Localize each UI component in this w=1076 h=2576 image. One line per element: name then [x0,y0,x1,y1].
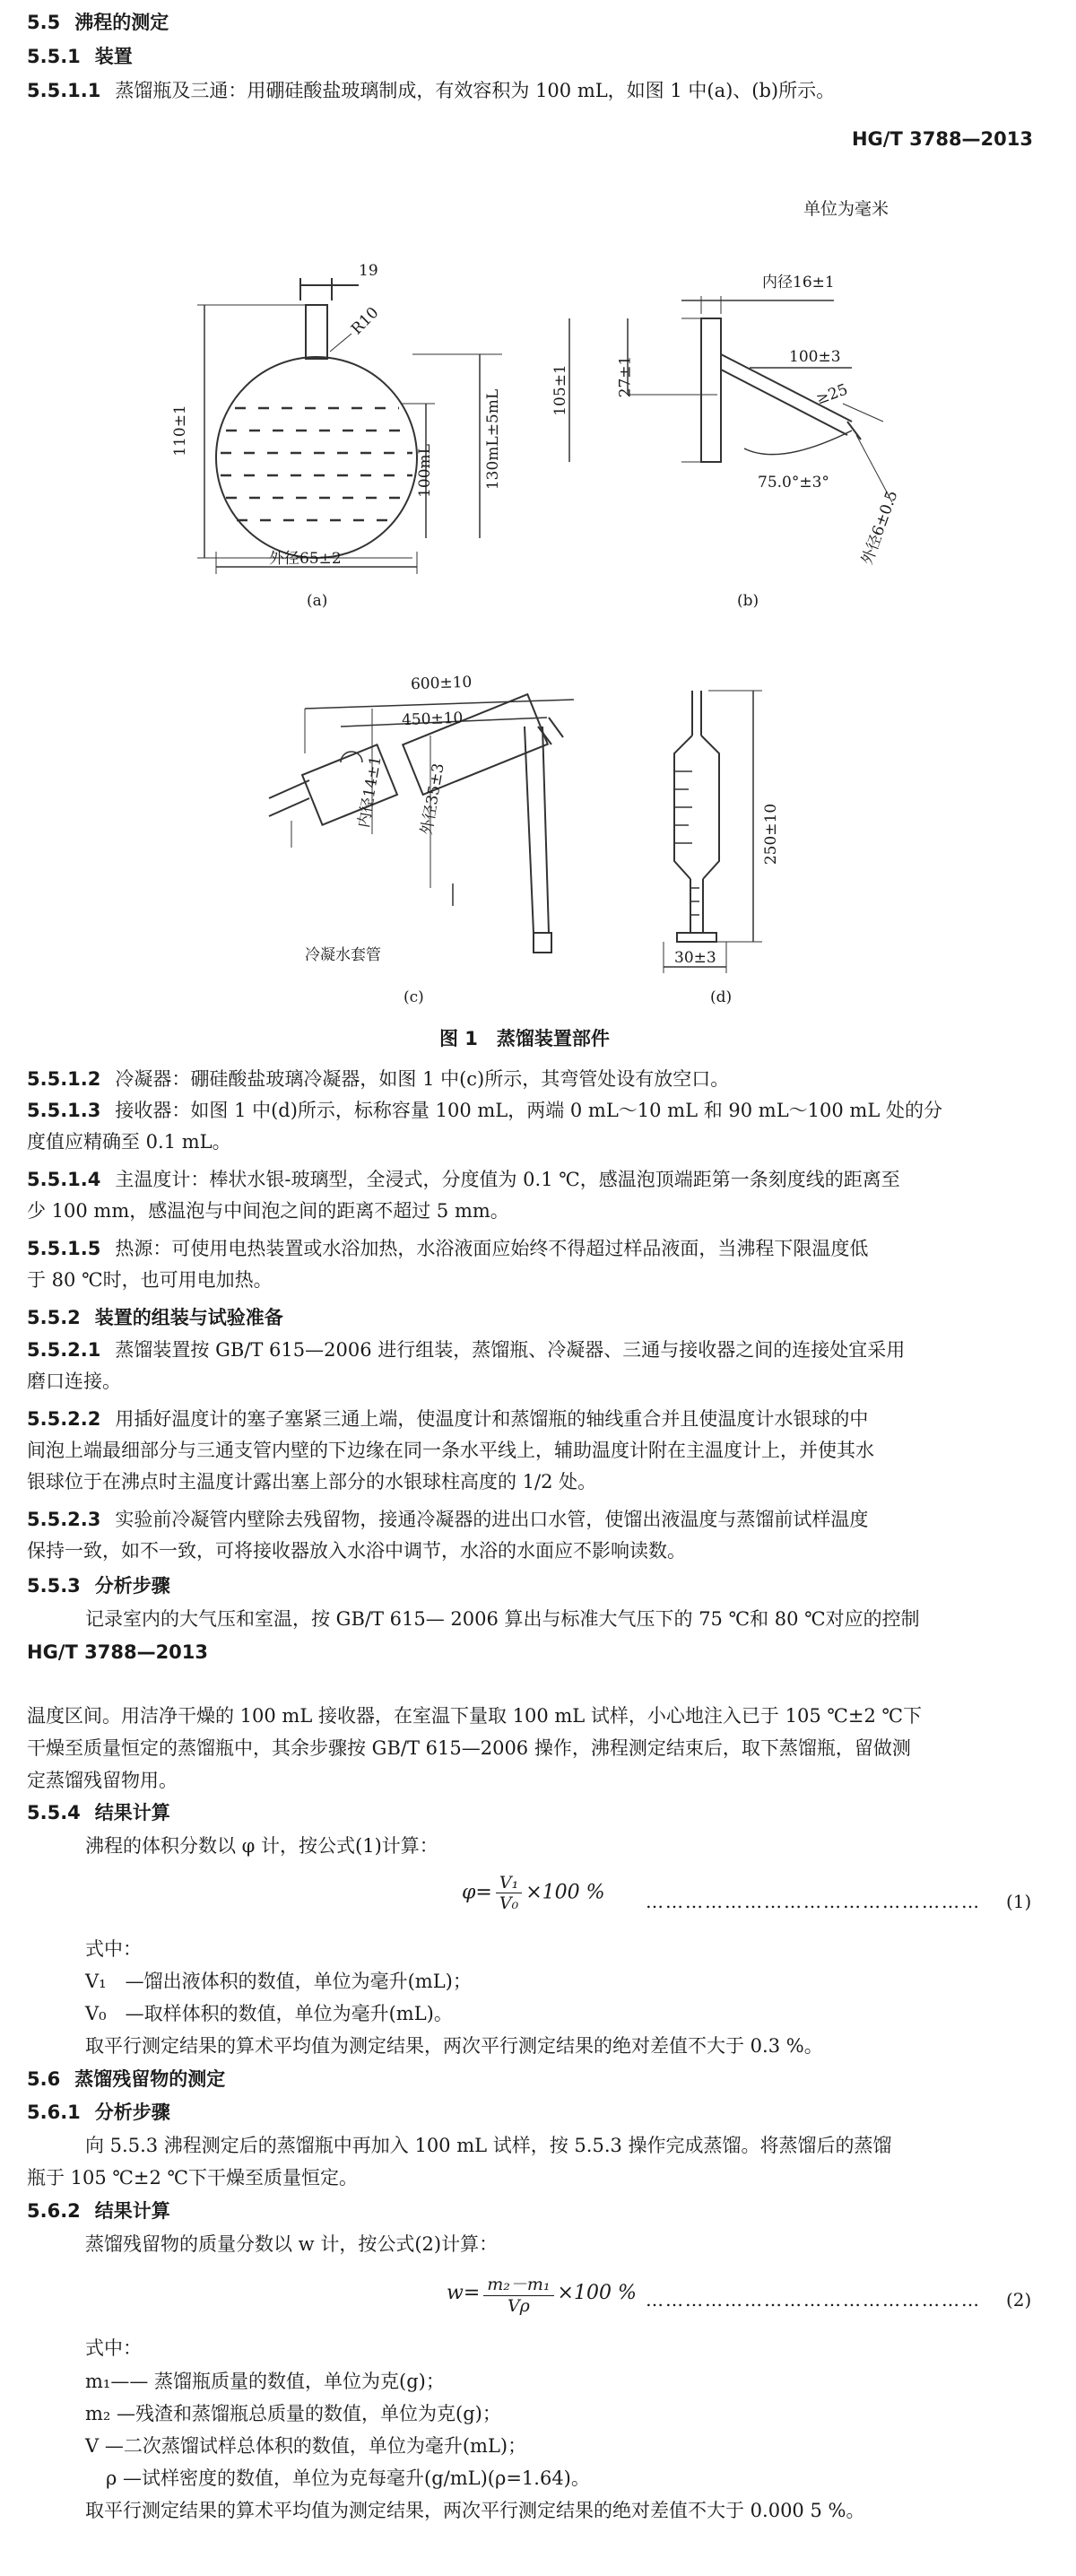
where-label-2: 式中： [85,2337,142,2359]
figure-1-caption: 图 1 蒸馏装置部件 [439,1028,610,1049]
para-5-5-3-line3: 干燥至质量恒定的蒸馏瓶中，其余步骤按 GB/T 615—2006 操作，沸程测定结束后，取下蒸馏瓶，留做测 [27,1737,911,1759]
dim-a-r10: R10 [347,303,383,339]
dim-b-od6: 外径6±0.5 [858,488,902,568]
fig-b-label: (b) [737,592,759,610]
fig-c-label: (c) [404,988,424,1006]
label-condenser-jacket: 冷凝水套管 [305,946,381,964]
para-5-6-1-line1: 向 5.5.3 沸程测定后的蒸馏瓶中再加入 100 mL 试样，按 5.5.3 操作完成蒸馏。将蒸馏后的蒸馏 [85,2135,892,2156]
para-5-5-3-line1: 记录室内的大气压和室温，按 GB/T 615— 2006 算出与标准大气压下的 75 ℃和 80 ℃对应的控制 [85,1608,920,1630]
dim-b-27: 27±1 [616,355,635,398]
para-5-5-3-line2: 温度区间。用洁净干燥的 100 mL 接收器，在室温下量取 100 mL 试样，小心地注入已于 105 ℃±2 ℃下 [27,1705,922,1727]
para-5-5-2-1-line2: 磨口连接。 [27,1371,121,1392]
para-5-5-2-1-line1: 5.5.2.1 蒸馏装置按 GB/T 615—2006 进行组装，蒸馏瓶、冷凝器、三通与接收器之间的连接处宜采用 [27,1339,906,1361]
unit-note: 单位为毫米 [803,199,889,219]
dim-b-105: 105±1 [551,364,569,416]
dim-b-angle: 75.0°±3° [758,474,829,492]
para-5-6-2-end: 取平行测定结果的算术平均值为测定结果，两次平行测定结果的绝对差值不大于 0.000 5 %。 [85,2500,865,2521]
var-m2-desc: m₂ —残渣和蒸馏瓶总质量的数值，单位为克(g)； [85,2403,501,2424]
var-v-desc: V —二次蒸馏试样总体积的数值，单位为毫升(mL)； [85,2435,527,2457]
para-5-5-4-intro: 沸程的体积分数以 φ 计，按公式(1)计算： [85,1835,438,1857]
dim-b-100: 100±3 [789,348,841,366]
section-5-6-2-heading: 5.6.2 结果计算 [27,2200,170,2222]
dim-a-19: 19 [359,262,378,280]
receiver-d-drawing [664,691,762,973]
var-v1-desc: V₁ —馏出液体积的数值，单位为毫升(mL)； [85,1971,472,1992]
para-5-5-1-5-line1: 5.5.1.5 热源：可使用电热装置或水浴加热，水浴液面应始终不得超过样品液面，当沸程下限温度低 [27,1238,869,1259]
dim-c-450: 450±10 [401,709,464,730]
var-rho-desc: ρ —试样密度的数值，单位为克每毫升(g/mL)(ρ=1.64)。 [106,2467,590,2489]
dim-a-130ml: 130mL±5mL [484,388,503,491]
dim-a-od65: 外径65±2 [269,550,342,568]
para-5-5-1-5-line2: 于 80 ℃时，也可用电加热。 [27,1269,273,1291]
para-5-5-1-2: 5.5.1.2 冷凝器：硼硅酸盐玻璃冷凝器，如图 1 中(c)所示，其弯管处设有放空口。 [27,1068,730,1090]
para-5-5-1-4-line2: 少 100 mm，感温泡与中间泡之间的距离不超过 5 mm。 [27,1200,509,1222]
para-5-5-1-3-line2: 度值应精确至 0.1 mL。 [27,1131,231,1153]
section-5-5-2-heading: 5.5.2 装置的组装与试验准备 [27,1307,283,1328]
formula-1-leader: …………………………………………… [646,1891,981,1912]
section-5-5-1-heading: 5.5.1 装置 [27,46,133,67]
fig-d-label: (d) [710,988,733,1006]
dim-a-100ml: 100mL [415,444,434,498]
para-5-5-2-2-line3: 银球位于在沸点时主温度计露出塞上部分的水银球柱高度的 1/2 处。 [27,1471,597,1493]
para-5-5-1-3-line1: 5.5.1.3 接收器：如图 1 中(d)所示，标称容量 100 mL，两端 0 mL～10 mL 和 90 mL～100 mL 处的分 [27,1100,942,1121]
section-5-5-4-heading: 5.5.4 结果计算 [27,1802,170,1823]
dim-b-ge25: ≥25 [813,380,851,409]
formula-1: φ= $\frac{\text{V₁}}{\text{V₀}}$ ×100 % [462,1873,605,1913]
standard-header-top: HG/T 3788—2013 [851,128,1033,150]
dim-c-600: 600±10 [410,673,473,694]
dim-b-id16: 内径16±1 [762,274,835,292]
formula-1-number: (1) [1006,1891,1032,1912]
dim-a-110: 110±1 [170,405,189,457]
figure-1-drawing [0,0,1076,1040]
para-5-5-3-line4: 定蒸馏残留物用。 [27,1770,178,1791]
para-5-5-4-end: 取平行测定结果的算术平均值为测定结果，两次平行测定结果的绝对差值不大于 0.3 %。 [85,2035,823,2057]
para-5-5-2-2-line2: 间泡上端最细部分与三通支管内壁的下边缘在同一条水平线上，辅助温度计附在主温度计上，并使其水 [27,1440,874,1461]
para-5-6-2-intro: 蒸馏残留物的质量分数以 w 计，按公式(2)计算： [85,2233,499,2255]
para-5-5-1-1: 5.5.1.1 蒸馏瓶及三通：用硼硅酸盐玻璃制成，有效容积为 100 mL，如图 1 中(a)、(b)所示。 [27,80,836,101]
dim-d-30: 30±3 [674,949,716,967]
standard-header-mid: HG/T 3788—2013 [27,1641,209,1663]
section-5-5-3-heading: 5.5.3 分析步骤 [27,1575,170,1597]
section-5-5-heading: 5.5 沸程的测定 [27,12,169,33]
var-v0-desc: V₀ —取样体积的数值，单位为毫升(mL)。 [85,2003,453,2024]
section-5-6-1-heading: 5.6.1 分析步骤 [27,2102,170,2123]
para-5-5-1-4-line1: 5.5.1.4 主温度计：棒状水银-玻璃型，全浸式，分度值为 0.1 ℃，感温泡顶端距第一条刻度线的距离至 [27,1169,900,1190]
where-label-1: 式中： [85,1938,142,1960]
section-5-6-heading: 5.6 蒸馏残留物的测定 [27,2068,226,2090]
var-m1-desc: m₁—— 蒸馏瓶质量的数值，单位为克(g)； [85,2371,445,2392]
para-5-5-2-2-line1: 5.5.2.2 用插好温度计的塞子塞紧三通上端，使温度计和蒸馏瓶的轴线重合并且使温度计水银球的中 [27,1408,869,1430]
para-5-5-2-3-line2: 保持一致，如不一致，可将接收器放入水浴中调节，水浴的水面应不影响读数。 [27,1540,686,1562]
para-5-6-1-line2: 瓶于 105 ℃±2 ℃下干燥至质量恒定。 [27,2167,359,2189]
formula-2-number: (2) [1006,2289,1032,2311]
dim-c-id14: 内径14±1 [354,754,386,830]
dim-d-250: 250±10 [762,803,781,866]
fig-a-label: (a) [307,592,328,610]
dim-c-od35: 外径35±3 [417,761,448,837]
para-5-5-2-3-line1: 5.5.2.3 实验前冷凝管内壁除去残留物，接通冷凝器的进出口水管，使馏出液温度与蒸馏前试样温度 [27,1509,869,1530]
formula-2: w= $\frac{\text{m₂－m₁}}{V\rho}$ ×100 % [447,2271,637,2316]
formula-2-leader: …………………………………………… [646,2289,981,2311]
